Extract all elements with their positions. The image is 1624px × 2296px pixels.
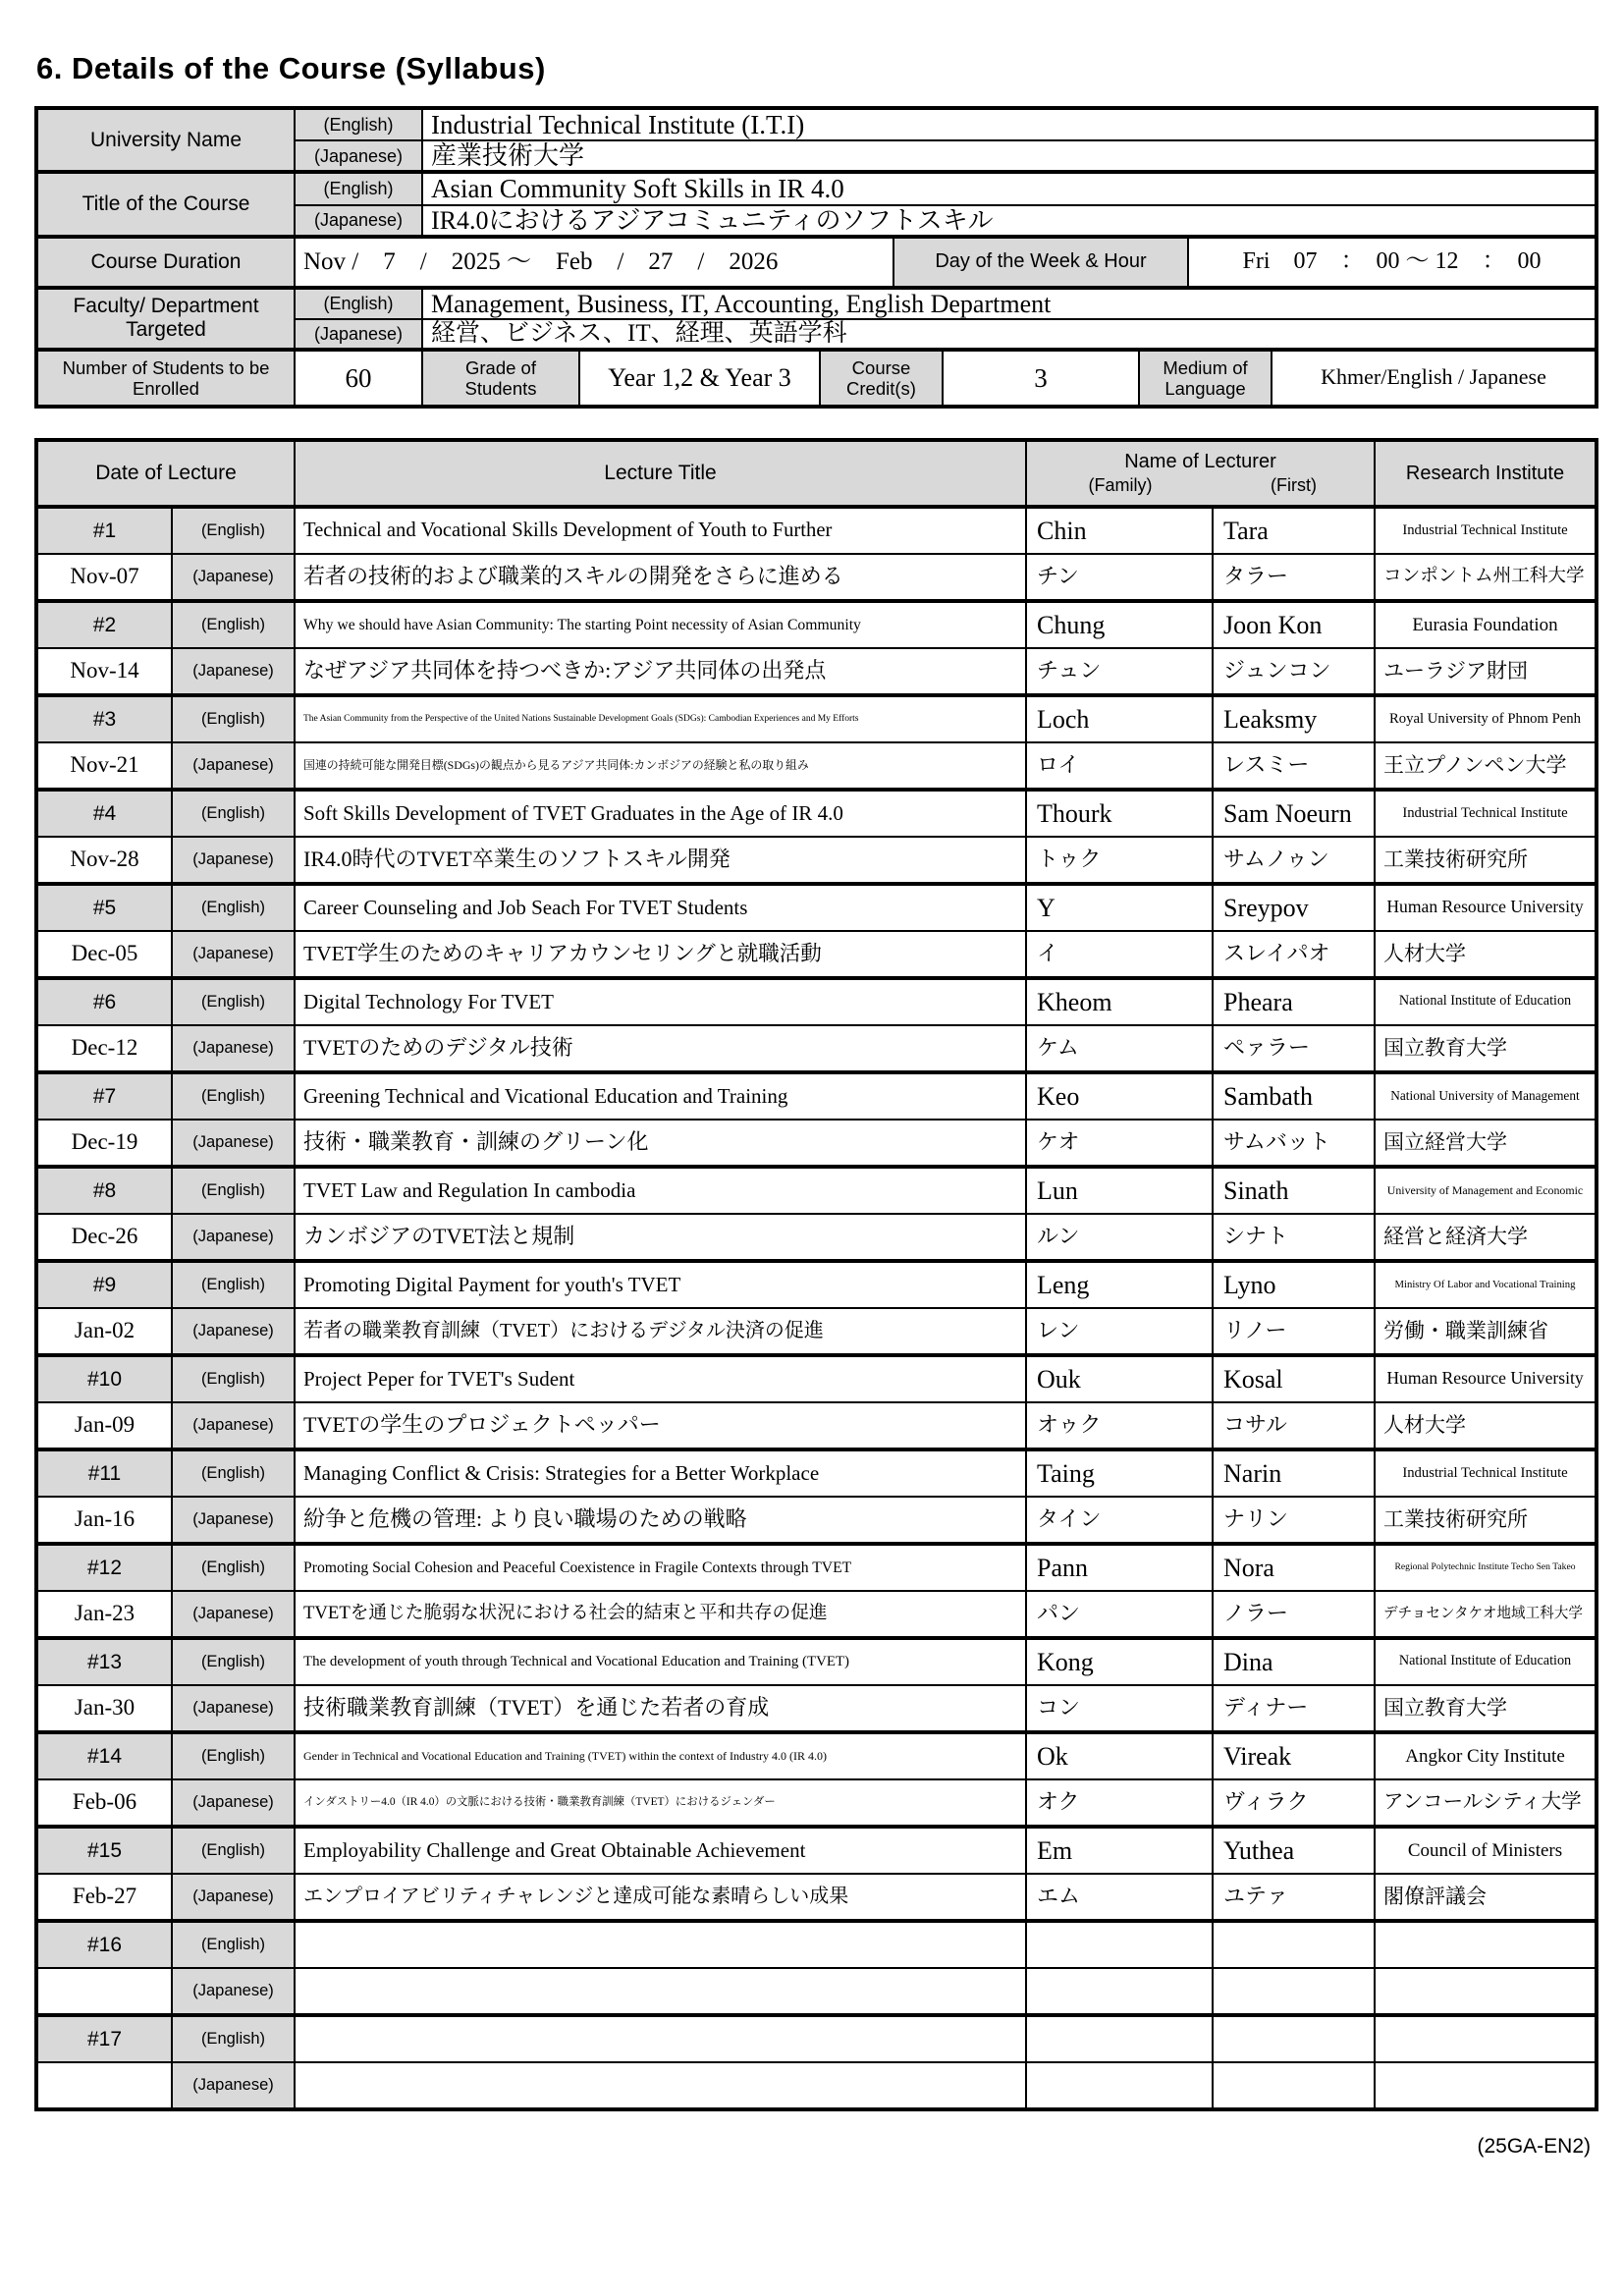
lecture-number: #11 <box>38 1451 171 1496</box>
lecturer-family-ja: コン <box>1025 1686 1212 1730</box>
lecturer-first-ja: タラー <box>1212 555 1374 599</box>
lecture-title-header: Lecture Title <box>294 442 1025 505</box>
japanese-label: (Japanese) <box>171 1026 294 1070</box>
research-institute-en: Human Resource University <box>1374 886 1595 930</box>
lecture-number: #2 <box>38 603 171 647</box>
research-institute-en <box>1374 2017 1595 2061</box>
lecturer-first-ja: サムノゥン <box>1212 838 1374 882</box>
lecture-row-english <box>38 599 1595 647</box>
lecture-title-ja <box>294 2063 1025 2107</box>
research-institute-ja: デチョセンタケオ地域工科大学 <box>1374 1592 1595 1636</box>
day-hour-value: Fri 07 ： 00 ～ 12 ： 00 <box>1187 239 1595 286</box>
research-institute-ja: 人材大学 <box>1374 1403 1595 1448</box>
lecturer-first-en: Sinath <box>1212 1169 1374 1213</box>
lecturer-first-ja: スレイパオ <box>1212 932 1374 976</box>
english-label: (English) <box>171 2017 294 2061</box>
lecture-row-english <box>38 882 1595 930</box>
lecturer-family-en: Em <box>1025 1829 1212 1873</box>
lecture-title-ja: エンプロイアビリティチャレンジと達成可能な素晴らしい成果 <box>294 1875 1025 1919</box>
japanese-label: (Japanese) <box>171 1403 294 1448</box>
japanese-label: (Japanese) <box>171 932 294 976</box>
course-duration-value: Nov / 7 / 2025 ～ Feb / 27 / 2026 <box>294 239 893 286</box>
research-institute-ja: 国立経営大学 <box>1374 1121 1595 1165</box>
lecture-title-en <box>294 2017 1025 2061</box>
english-label: (English) <box>171 509 294 553</box>
lecture-row-japanese <box>38 1213 1595 1259</box>
lecturer-family-ja: ケオ <box>1025 1121 1212 1165</box>
lecture-date: Jan-16 <box>74 1506 135 1532</box>
research-institute-ja: 経営と経済大学 <box>1374 1215 1595 1259</box>
lecture-number: #7 <box>38 1074 171 1119</box>
lecture-number: #8 <box>38 1169 171 1213</box>
english-label: (English) <box>171 1640 294 1684</box>
japanese-label: (Japanese) <box>171 1592 294 1636</box>
lecture-row-japanese <box>38 1873 1595 1919</box>
english-label: (English) <box>171 1923 294 1967</box>
lecture-row-japanese <box>38 1684 1595 1730</box>
lecture-table-header <box>38 442 1595 505</box>
lecture-row-english <box>38 1259 1595 1307</box>
lecturer-family-en <box>1025 1923 1212 1967</box>
lecturer-family-en: Taing <box>1025 1451 1212 1496</box>
lecture-title-en <box>294 1923 1025 1967</box>
lecture-table <box>34 438 1598 2111</box>
lecture-row-english <box>38 788 1595 836</box>
english-label: (English) <box>294 290 421 318</box>
lecturer-first-en: Yuthea <box>1212 1829 1374 1873</box>
research-institute-en: Council of Ministers <box>1374 1829 1595 1873</box>
english-label: (English) <box>171 1451 294 1496</box>
lecturer-family-en: Kheom <box>1025 980 1212 1024</box>
lecture-title-ja: TVETのためのデジタル技術 <box>294 1026 1025 1070</box>
lecturer-first-en: Dina <box>1212 1640 1374 1684</box>
research-institute-en: Industrial Technical Institute <box>1374 792 1595 836</box>
lecturer-first-ja: シナト <box>1212 1215 1374 1259</box>
lecturer-first-ja: コサル <box>1212 1403 1374 1448</box>
course-title-ja: IR4.0におけるアジアコミュニティのソフトスキル <box>421 206 1595 235</box>
credits-label: Course Credit(s) <box>819 352 942 405</box>
lecture-title-ja: 技術職業教育訓練（TVET）を通じた若者の育成 <box>294 1686 1025 1730</box>
lecturer-first-en: Joon Kon <box>1212 603 1374 647</box>
lecture-date <box>38 2063 171 2107</box>
lecture-number: #15 <box>38 1829 171 1873</box>
lecture-row-english <box>38 1825 1595 1873</box>
english-label: (English) <box>171 1263 294 1307</box>
research-institute-en <box>1374 1923 1595 1967</box>
english-label: (English) <box>294 174 421 203</box>
lecturer-first-en: Narin <box>1212 1451 1374 1496</box>
lecture-row-english <box>38 1730 1595 1778</box>
lecturer-first-en: Tara <box>1212 509 1374 553</box>
lecture-row-japanese <box>38 647 1595 693</box>
research-institute-en: National University of Management <box>1374 1074 1595 1119</box>
lecture-row-english <box>38 1448 1595 1496</box>
lecture-row-english <box>38 1165 1595 1213</box>
family-first-labels <box>1027 475 1374 495</box>
lecture-date: Feb-06 <box>72 1789 137 1815</box>
lecture-row-english <box>38 1636 1595 1684</box>
lecturer-first-ja: ヴィラク <box>1212 1780 1374 1825</box>
lecturer-first-en: Kosal <box>1212 1357 1374 1401</box>
japanese-label: (Japanese) <box>294 320 421 348</box>
lecturer-family-en <box>1025 2017 1212 2061</box>
lecturer-family-en: Thourk <box>1025 792 1212 836</box>
lecture-title-ja: 紛争と危機の管理: より良い職場のための戦略 <box>294 1498 1025 1542</box>
lecture-number: #17 <box>38 2017 171 2061</box>
lecture-row-english <box>38 2013 1595 2061</box>
lecturer-first-en: Lyno <box>1212 1263 1374 1307</box>
lecture-date: Jan-02 <box>74 1318 135 1343</box>
lecture-date: Dec-12 <box>71 1035 138 1061</box>
research-institute-ja: 労働・職業訓練省 <box>1374 1309 1595 1353</box>
lecture-date: Nov-28 <box>70 847 139 872</box>
research-institute-en: Ministry Of Labor and Vocational Training <box>1374 1263 1595 1307</box>
lecture-title-ja <box>294 1969 1025 2013</box>
english-label: (English) <box>171 792 294 836</box>
lecture-date: Nov-14 <box>70 658 139 683</box>
enrollment-row <box>38 348 1595 405</box>
japanese-label: (Japanese) <box>171 649 294 693</box>
english-label: (English) <box>171 1357 294 1401</box>
lecturer-family-ja: ロイ <box>1025 743 1212 788</box>
lecturer-family-ja: ルン <box>1025 1215 1212 1259</box>
lecture-row-japanese <box>38 1590 1595 1636</box>
japanese-label: (Japanese) <box>171 1498 294 1542</box>
lecturer-first-en: Nora <box>1212 1546 1374 1590</box>
university-name-en: Industrial Technical Institute (I.T.I) <box>421 110 1595 139</box>
lecturer-first-en: Leaksmy <box>1212 697 1374 741</box>
lecture-title-en: Career Counseling and Job Seach For TVET Students <box>294 886 1025 930</box>
lecturer-family-en: Ouk <box>1025 1357 1212 1401</box>
lecture-row-japanese <box>38 1119 1595 1165</box>
lecture-row-english <box>38 1919 1595 1967</box>
lecturer-family-en: Leng <box>1025 1263 1212 1307</box>
lecture-row-japanese <box>38 1307 1595 1353</box>
lecturer-family-en: Kong <box>1025 1640 1212 1684</box>
lecture-title-ja: IR4.0時代のTVET卒業生のソフトスキル開発 <box>294 838 1025 882</box>
university-name-rows <box>38 110 1595 170</box>
lecture-row-english <box>38 505 1595 553</box>
lecture-title-en: Managing Conflict & Crisis: Strategies for a Better Workplace <box>294 1451 1025 1496</box>
japanese-label: (Japanese) <box>171 555 294 599</box>
research-institute-en: Industrial Technical Institute <box>1374 1451 1595 1496</box>
lecturer-family-ja: パン <box>1025 1592 1212 1636</box>
lecture-date: Feb-27 <box>72 1884 137 1909</box>
lecturer-family-ja: イ <box>1025 932 1212 976</box>
lecture-title-en: Digital Technology For TVET <box>294 980 1025 1024</box>
lecture-number: #6 <box>38 980 171 1024</box>
students-label: Number of Students to be Enrolled <box>38 352 294 405</box>
lecture-number: #4 <box>38 792 171 836</box>
lecture-number: #13 <box>38 1640 171 1684</box>
faculty-en: Management, Business, IT, Accounting, English Department <box>421 290 1595 318</box>
lecture-number: #9 <box>38 1263 171 1307</box>
lecturer-family-ja: エム <box>1025 1875 1212 1919</box>
lecturer-family-en: Pann <box>1025 1546 1212 1590</box>
lecture-title-en: TVET Law and Regulation In cambodia <box>294 1169 1025 1213</box>
lecture-row-english <box>38 976 1595 1024</box>
lecture-title-en: Project Peper for TVET's Sudent <box>294 1357 1025 1401</box>
japanese-label: (Japanese) <box>171 838 294 882</box>
university-name-label: University Name <box>38 110 294 170</box>
lecture-row-english <box>38 1542 1595 1590</box>
lecture-row-japanese <box>38 1967 1595 2013</box>
research-institute-ja <box>1374 1969 1595 2013</box>
english-label: (English) <box>171 1169 294 1213</box>
lecture-number: #16 <box>38 1923 171 1967</box>
students-value: 60 <box>294 352 421 405</box>
lecture-row-japanese <box>38 930 1595 976</box>
lecturer-family-en: Y <box>1025 886 1212 930</box>
course-title-rows <box>38 170 1595 234</box>
lecturer-family-ja <box>1025 2063 1212 2107</box>
lecturer-family-en: Lun <box>1025 1169 1212 1213</box>
lecturer-first-ja: ユテァ <box>1212 1875 1374 1919</box>
lecture-row-japanese <box>38 741 1595 788</box>
date-of-lecture-header: Date of Lecture <box>38 442 294 505</box>
lecture-row-english <box>38 1070 1595 1119</box>
research-institute-ja: 国立教育大学 <box>1374 1026 1595 1070</box>
lecture-title-ja: 国連の持続可能な開発目標(SDGs)の観点から見るアジア共同体:カンボジアの経験と私の取り組み <box>294 743 1025 788</box>
research-institute-en: National Institute of Education <box>1374 1640 1595 1684</box>
lecture-title-en: The Asian Community from the Perspective of the United Nations Sustainable Development Goals (SDGs): Cambodian Experiences and My Efforts <box>294 697 1025 741</box>
lecture-number: #12 <box>38 1546 171 1590</box>
name-of-lecturer-label: Name of Lecturer <box>1124 451 1276 473</box>
lecture-row-japanese <box>38 836 1595 882</box>
lecture-title-ja: TVET学生のためのキャリアカウンセリングと就職活動 <box>294 932 1025 976</box>
lecture-row-japanese <box>38 1496 1595 1542</box>
form-code: (25GA-EN2) <box>1477 2134 1591 2158</box>
lecturer-first-ja: ジュンコン <box>1212 649 1374 693</box>
lecturer-first-en <box>1212 2017 1374 2061</box>
course-duration-row <box>38 235 1595 286</box>
research-institute-en: National Institute of Education <box>1374 980 1595 1024</box>
credits-value: 3 <box>942 352 1138 405</box>
japanese-label: (Japanese) <box>171 1309 294 1353</box>
lecturer-first-ja: リノー <box>1212 1309 1374 1353</box>
lecture-title-en: Promoting Digital Payment for youth's TVET <box>294 1263 1025 1307</box>
lecture-title-en: Gender in Technical and Vocational Education and Training (TVET) within the context of Industry 4.0 (IR 4.0) <box>294 1734 1025 1778</box>
lecture-title-en: Soft Skills Development of TVET Graduates in the Age of IR 4.0 <box>294 792 1025 836</box>
lecture-row-japanese <box>38 553 1595 599</box>
research-institute-ja: 人材大学 <box>1374 932 1595 976</box>
lecturer-first-en: Vireak <box>1212 1734 1374 1778</box>
course-duration-label: Course Duration <box>38 239 294 286</box>
lecturer-first-ja: ナリン <box>1212 1498 1374 1542</box>
page-title: 6. Details of the Course (Syllabus) <box>36 51 546 85</box>
lecture-date: Jan-23 <box>74 1601 135 1626</box>
lecture-date: Dec-26 <box>71 1224 138 1249</box>
japanese-label: (Japanese) <box>171 1686 294 1730</box>
lecturer-family-en: Loch <box>1025 697 1212 741</box>
name-of-lecturer-header <box>1025 442 1374 505</box>
research-institute-en: Royal University of Phnom Penh <box>1374 697 1595 741</box>
lecturer-first-en: Pheara <box>1212 980 1374 1024</box>
lecturer-first-ja <box>1212 1969 1374 2013</box>
japanese-label: (Japanese) <box>171 1780 294 1825</box>
lecturer-first-ja <box>1212 2063 1374 2107</box>
lecturer-first-ja: ノラー <box>1212 1592 1374 1636</box>
lecturer-first-en: Sambath <box>1212 1074 1374 1119</box>
research-institute-ja: 閣僚評議会 <box>1374 1875 1595 1919</box>
lecture-date: Dec-05 <box>71 941 138 966</box>
research-institute-en: Industrial Technical Institute <box>1374 509 1595 553</box>
lecture-title-en: Employability Challenge and Great Obtainable Achievement <box>294 1829 1025 1873</box>
japanese-label: (Japanese) <box>294 206 421 235</box>
research-institute-ja: ユーラジア財団 <box>1374 649 1595 693</box>
first-label: (First) <box>1271 475 1317 496</box>
lecturer-first-en: Sam Noeurn <box>1212 792 1374 836</box>
lecture-row-japanese <box>38 1024 1595 1070</box>
lecture-title-en: Technical and Vocational Skills Development of Youth to Further <box>294 509 1025 553</box>
lecturer-family-en: Chung <box>1025 603 1212 647</box>
lecture-date: Nov-21 <box>70 752 139 778</box>
research-institute-ja: 工業技術研究所 <box>1374 838 1595 882</box>
japanese-label: (Japanese) <box>171 2063 294 2107</box>
faculty-label: Faculty/ Department Targeted <box>38 290 294 348</box>
lecturer-family-ja: チン <box>1025 555 1212 599</box>
family-label: (Family) <box>1088 475 1153 496</box>
lecture-title-ja: 技術・職業教育・訓練のグリーン化 <box>294 1121 1025 1165</box>
lecture-rows <box>38 505 1595 2107</box>
faculty-ja: 経営、ビジネス、IT、経理、英語学科 <box>421 320 1595 348</box>
day-hour-label: Day of the Week & Hour <box>893 239 1187 286</box>
lecture-row-japanese <box>38 2061 1595 2107</box>
lecture-row-japanese <box>38 1401 1595 1448</box>
medium-value: Khmer/English / Japanese <box>1271 352 1595 405</box>
research-institute-ja <box>1374 2063 1595 2107</box>
japanese-label: (Japanese) <box>294 141 421 170</box>
english-label: (English) <box>171 1546 294 1590</box>
japanese-label: (Japanese) <box>171 1215 294 1259</box>
english-label: (English) <box>171 697 294 741</box>
lecture-title-en: Greening Technical and Vicational Education and Training <box>294 1074 1025 1119</box>
research-institute-ja: コンポントム州工科大学 <box>1374 555 1595 599</box>
research-institute-ja: アンコールシティ大学 <box>1374 1780 1595 1825</box>
lecture-row-japanese <box>38 1778 1595 1825</box>
course-title-en: Asian Community Soft Skills in IR 4.0 <box>421 174 1595 203</box>
lecture-number: #10 <box>38 1357 171 1401</box>
lecturer-first-ja: レスミー <box>1212 743 1374 788</box>
lecture-title-ja: インダストリー4.0（IR 4.0）の文脈における技術・職業教育訓練（TVET）におけるジェンダー <box>294 1780 1025 1825</box>
medium-label: Medium of Language <box>1138 352 1271 405</box>
lecture-title-en: The development of youth through Technical and Vocational Education and Training (TVET) <box>294 1640 1025 1684</box>
grade-label: Grade of Students <box>421 352 578 405</box>
lecturer-family-ja: トゥク <box>1025 838 1212 882</box>
lecture-number: #3 <box>38 697 171 741</box>
lecturer-first-ja: サムバット <box>1212 1121 1374 1165</box>
lecture-title-ja: カンボジアのTVET法と規制 <box>294 1215 1025 1259</box>
lecturer-family-ja <box>1025 1969 1212 2013</box>
japanese-label: (Japanese) <box>171 1969 294 2013</box>
lecture-date: Jan-09 <box>74 1412 135 1438</box>
research-institute-ja: 工業技術研究所 <box>1374 1498 1595 1542</box>
lecturer-family-ja: オク <box>1025 1780 1212 1825</box>
research-institute-en: Regional Polytechnic Institute Techo Sen Takeo <box>1374 1546 1595 1590</box>
grade-value: Year 1,2 & Year 3 <box>578 352 819 405</box>
research-institute-en: Eurasia Foundation <box>1374 603 1595 647</box>
lecture-row-english <box>38 693 1595 741</box>
english-label: (English) <box>171 603 294 647</box>
faculty-rows <box>38 286 1595 348</box>
course-info-table <box>34 106 1598 409</box>
lecture-number: #1 <box>38 509 171 553</box>
research-institute-en: University of Management and Economic <box>1374 1169 1595 1213</box>
lecture-date: Dec-19 <box>71 1129 138 1155</box>
english-label: (English) <box>171 886 294 930</box>
research-institute-en: Human Resource University <box>1374 1357 1595 1401</box>
lecturer-family-ja: タイン <box>1025 1498 1212 1542</box>
course-title-label: Title of the Course <box>38 174 294 234</box>
lecturer-first-ja: ペァラー <box>1212 1026 1374 1070</box>
lecture-date: Jan-30 <box>74 1695 135 1721</box>
lecture-title-ja: 若者の技術的および職業的スキルの開発をさらに進める <box>294 555 1025 599</box>
lecture-title-en: Why we should have Asian Community: The starting Point necessity of Asian Community <box>294 603 1025 647</box>
lecture-number: #14 <box>38 1734 171 1778</box>
lecture-date: Nov-07 <box>70 564 139 589</box>
lecture-title-ja: なぜアジア共同体を持つべきか:アジア共同体の出発点 <box>294 649 1025 693</box>
english-label: (English) <box>171 1734 294 1778</box>
lecturer-family-en: Chin <box>1025 509 1212 553</box>
research-institute-ja: 王立プノンペン大学 <box>1374 743 1595 788</box>
lecture-number: #5 <box>38 886 171 930</box>
lecturer-family-ja: チュン <box>1025 649 1212 693</box>
research-institute-en: Angkor City Institute <box>1374 1734 1595 1778</box>
lecture-title-ja: 若者の職業教育訓練（TVET）におけるデジタル決済の促進 <box>294 1309 1025 1353</box>
lecturer-family-ja: オゥク <box>1025 1403 1212 1448</box>
japanese-label: (Japanese) <box>171 743 294 788</box>
lecture-title-ja: TVETを通じた脆弱な状況における社会的結束と平和共存の促進 <box>294 1592 1025 1636</box>
japanese-label: (Japanese) <box>171 1875 294 1919</box>
lecture-date <box>38 1969 171 2013</box>
university-name-ja: 産業技術大学 <box>421 141 1595 170</box>
lecturer-family-en: Keo <box>1025 1074 1212 1119</box>
lecturer-first-ja: ディナー <box>1212 1686 1374 1730</box>
research-institute-header: Research Institute <box>1374 442 1595 505</box>
english-label: (English) <box>294 110 421 139</box>
lecturer-family-ja: ケム <box>1025 1026 1212 1070</box>
lecture-title-en: Promoting Social Cohesion and Peaceful Coexistence in Fragile Contexts through TVET <box>294 1546 1025 1590</box>
lecture-row-english <box>38 1353 1595 1401</box>
english-label: (English) <box>171 1074 294 1119</box>
lecturer-family-ja: レン <box>1025 1309 1212 1353</box>
english-label: (English) <box>171 1829 294 1873</box>
lecturer-first-en: Sreypov <box>1212 886 1374 930</box>
lecture-title-ja: TVETの学生のプロジェクトペッパー <box>294 1403 1025 1448</box>
english-label: (English) <box>171 980 294 1024</box>
lecturer-first-en <box>1212 1923 1374 1967</box>
japanese-label: (Japanese) <box>171 1121 294 1165</box>
lecturer-family-en: Ok <box>1025 1734 1212 1778</box>
research-institute-ja: 国立教育大学 <box>1374 1686 1595 1730</box>
